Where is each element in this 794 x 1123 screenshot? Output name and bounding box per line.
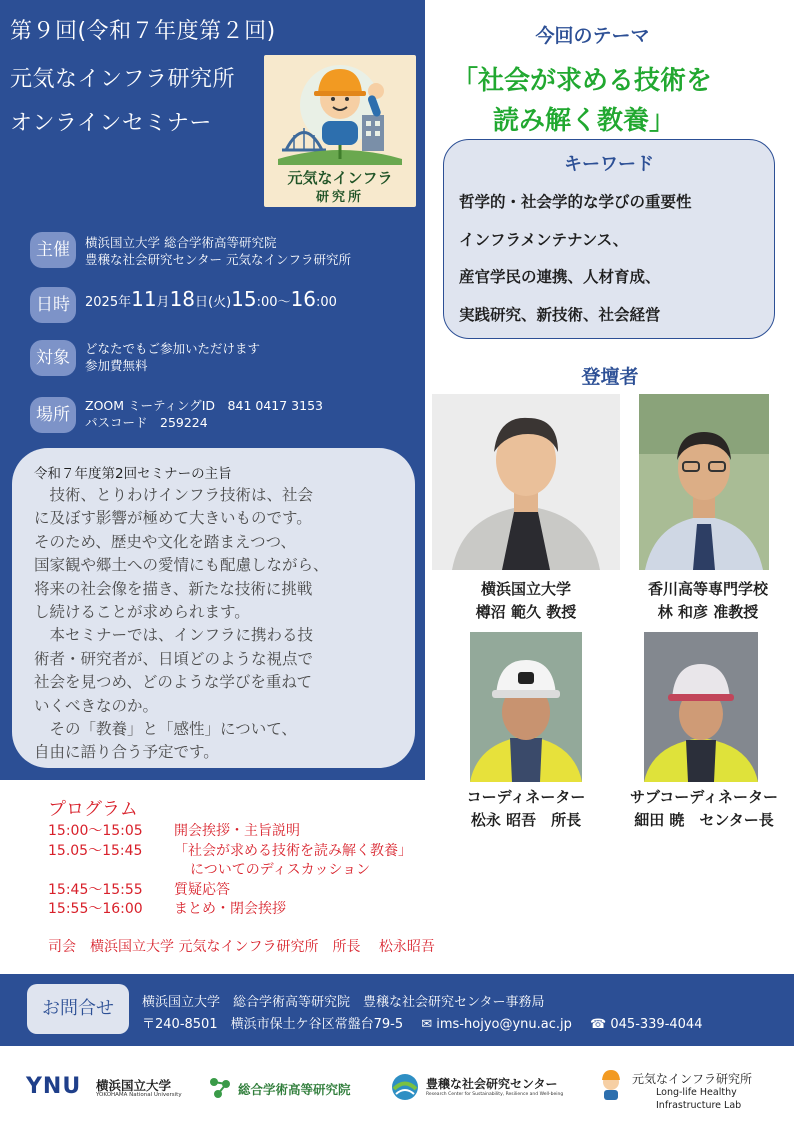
lab-english-line-1: Long-life Healthy <box>656 1087 737 1098</box>
logo-text-line-2: 研究所 <box>315 190 364 205</box>
date-text <box>85 287 337 311</box>
program-desc: についてのディスカッション <box>190 862 371 878</box>
date-year: 2025年 <box>85 295 132 310</box>
theme-title-line-2: 読み解く教養」 <box>493 106 676 136</box>
speaker-2-name: 林 和彦 准教授 <box>657 603 759 621</box>
phone-icon: ☎ <box>590 1017 607 1032</box>
purpose-line: その「教養」と「感性」について、 <box>34 720 297 739</box>
speaker-1-affiliation: 横浜国立大学 <box>480 580 571 598</box>
keyword-line: 産官学民の連携、人材育成、 <box>459 268 661 286</box>
program-desc: 「社会が求める技術を読み解く教養」 <box>174 843 412 859</box>
zoom-passcode: パスコード 259224 <box>85 415 208 430</box>
speaker-photo-4 <box>644 632 758 782</box>
lab-footer-logo <box>596 1066 776 1114</box>
audience-line-1: どなたでもご参加いただけます <box>85 341 261 356</box>
speaker-photo-3 <box>470 632 582 782</box>
program-item <box>48 859 370 879</box>
end-min: :00 <box>316 295 337 310</box>
speaker-portrait-icon <box>644 632 758 782</box>
program-item <box>48 840 412 860</box>
zoom-meeting-id: ZOOM ミーティングID 841 0417 3153 <box>85 398 323 413</box>
worker-mascot-icon <box>596 1068 626 1102</box>
speaker-3-name: 松永 昭吾 所長 <box>470 811 582 829</box>
purpose-line: 国家観や郷土への愛情にも配慮しながら、 <box>34 556 329 575</box>
theme-title-line-1: 「社会が求める技術を <box>452 66 713 96</box>
program-time: 15.05～15:45 <box>48 843 143 859</box>
speaker-portrait-icon <box>470 632 582 782</box>
purpose-line: いくべきなのか。 <box>34 696 159 715</box>
rcs-logo <box>390 1066 590 1114</box>
contact-bar <box>0 974 794 1046</box>
keywords-heading: キーワード <box>564 154 654 175</box>
date-month: 11 <box>131 287 157 311</box>
program-item <box>48 820 300 840</box>
speakers-heading: 登壇者 <box>581 366 639 388</box>
lab-english-line-2: Infrastructure Lab <box>656 1100 742 1111</box>
mail-icon: ✉ <box>421 1017 433 1032</box>
date-day-unit: 日(火) <box>195 295 232 310</box>
host-line-2: 豊穣な社会研究センター 元気なインフラ研究所 <box>85 252 351 267</box>
start-hour: 15 <box>231 287 257 311</box>
seminar-type: オンラインセミナー <box>10 111 212 136</box>
speaker-4-affiliation: サブコーディネーター <box>629 788 779 806</box>
lab-name: 元気なインフラ研究所 <box>632 1072 753 1086</box>
audience-text <box>85 340 260 374</box>
purpose-line: に及ぼす影響が極めて大きいものです。 <box>34 509 312 528</box>
ynu-logo <box>26 1066 201 1114</box>
venue-text <box>85 397 323 431</box>
start-min: :00～ <box>256 295 291 310</box>
contact-address: 〒240-8501 横浜市保土ケ谷区常盤台79-5 <box>142 1017 404 1032</box>
ias-logo <box>206 1066 376 1114</box>
ynu-english-name: YOKOHAMA National University <box>96 1092 182 1098</box>
institute-emblem-icon <box>206 1074 234 1102</box>
speaker-4-caption <box>614 786 794 832</box>
speaker-2-caption <box>622 578 794 624</box>
host-label: 主催 <box>30 232 76 268</box>
purpose-line: そのため、歴史や文化を踏まえつつ、 <box>34 532 296 551</box>
end-hour: 16 <box>290 287 317 311</box>
ynu-name: 横浜国立大学 <box>96 1078 172 1093</box>
contact-label: お問合せ <box>27 984 129 1034</box>
purpose-line: 将来の社会像を描き、新たな技術に挑戦 <box>34 579 313 598</box>
venue-label: 場所 <box>30 397 76 433</box>
speaker-1-caption <box>432 578 620 624</box>
purpose-line: 社会を見つめ、どのような学びを重ねて <box>34 673 312 692</box>
contact-phone[interactable]: 045-339-4044 <box>610 1017 703 1032</box>
ynu-mark: YNU <box>26 1074 82 1099</box>
program-time: 15:00～15:05 <box>48 823 143 839</box>
moderator-line: 司会 横浜国立大学 元気なインフラ研究所 所長 松永昭吾 <box>48 939 435 955</box>
date-day: 18 <box>169 287 196 311</box>
theme-label: 今回のテーマ <box>535 25 650 47</box>
purpose-heading: 令和７年度第2回セミナーの主旨 <box>34 466 232 482</box>
audience-line-2: 参加費無料 <box>85 358 148 373</box>
speaker-3-affiliation: コーディネーター <box>466 788 586 806</box>
program-time: 15:45～15:55 <box>48 882 143 898</box>
seminar-purpose-box <box>12 448 415 768</box>
keyword-line: 哲学的・社会学的な学びの重要性 <box>459 193 692 211</box>
purpose-line: し続けることが求められます。 <box>34 603 250 622</box>
speaker-portrait-icon <box>432 394 620 570</box>
lab-logo <box>264 55 416 207</box>
purpose-line: 自由に語り合う予定です。 <box>34 743 219 762</box>
purpose-line: 技術、とりわけインフラ技術は、社会 <box>34 486 314 504</box>
program-desc: 開会挨拶・主旨説明 <box>174 823 300 839</box>
program-heading: プログラム <box>48 799 138 820</box>
host-line-1: 横浜国立大学 総合学術高等研究院 <box>85 235 277 250</box>
rcs-english-name: Research Center for Sustainability, Resilience and Well-being <box>426 1092 564 1097</box>
speaker-2-affiliation: 香川高等専門学校 <box>647 580 768 598</box>
speaker-4-name: 細田 暁 センター長 <box>634 811 774 829</box>
program-desc: 質疑応答 <box>174 882 230 898</box>
program-item <box>48 898 286 918</box>
keyword-line: 実践研究、新技術、社会経営 <box>459 306 661 324</box>
ias-name: 総合学術高等研究院 <box>238 1082 351 1097</box>
speaker-3-caption <box>443 786 609 832</box>
program-time: 15:55～16:00 <box>48 901 143 917</box>
speaker-portrait-icon <box>639 394 769 570</box>
contact-details <box>142 1013 702 1032</box>
keyword-line: インフラメンテナンス、 <box>459 231 629 249</box>
purpose-line: 術者・研究者が、日頃どのような視点で <box>34 649 314 668</box>
logo-text-line-1: 元気なインフラ <box>287 169 393 187</box>
rcs-name: 豊穣な社会研究センター <box>426 1077 558 1091</box>
keywords-box <box>443 139 775 339</box>
globe-icon <box>390 1072 420 1102</box>
audience-label: 対象 <box>30 340 76 376</box>
organizer-title: 元気なインフラ研究所 <box>10 67 236 92</box>
speaker-photo-1 <box>432 394 620 570</box>
host-text <box>85 234 351 268</box>
contact-email[interactable]: ims-hojyo@ynu.ac.jp <box>436 1017 572 1032</box>
speaker-photo-2 <box>639 394 769 570</box>
contact-office: 横浜国立大学 総合学術高等研究院 豊穣な社会研究センター事務局 <box>142 995 545 1010</box>
date-label: 日時 <box>30 287 76 323</box>
program-item <box>48 879 230 899</box>
speaker-1-name: 樽沼 範久 教授 <box>475 603 577 621</box>
event-info-panel <box>0 0 425 780</box>
program-desc: まとめ・閉会挨拶 <box>174 901 286 917</box>
purpose-line: 本セミナーでは、インフラに携わる技 <box>34 626 314 645</box>
seminar-number: 第９回(令和７年度第２回) <box>10 19 276 44</box>
date-month-unit: 月 <box>156 295 170 310</box>
